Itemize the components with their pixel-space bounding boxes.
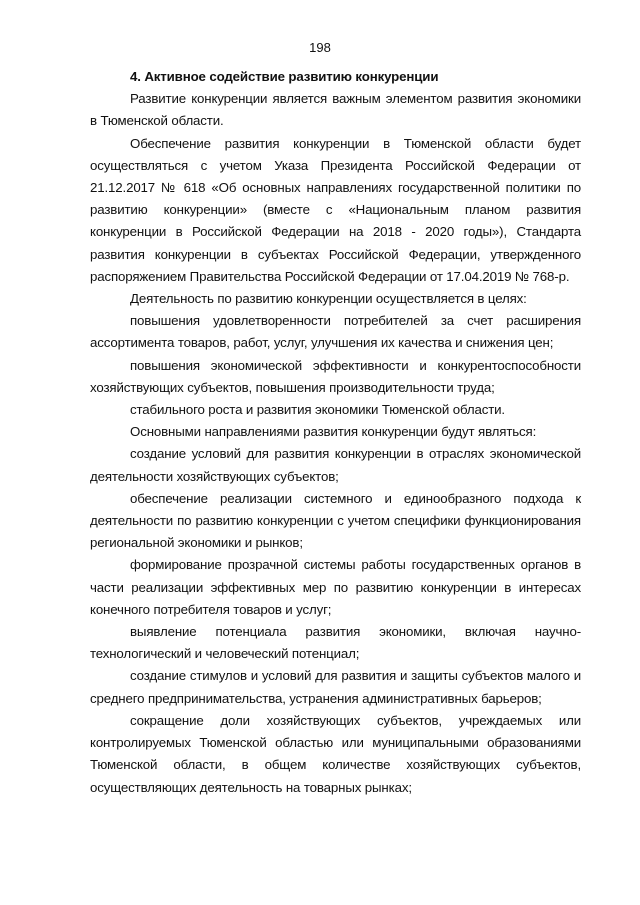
paragraph-goals-intro: Деятельность по развитию конкуренции осуществляется в целях: xyxy=(130,291,527,307)
paragraph-directions-intro: Основными направлениями развития конкуренции будут являться: xyxy=(130,424,537,440)
section-heading: 4. Активное содействие развитию конкуренции xyxy=(130,69,439,84)
paragraph-legal-basis: Обеспечение развития конкуренции в Тюменской области будет осуществляться с учетом Указа Президента Российской Федерации от 21.12.2017 № 618 «Об основных направлениях государственной политики по развитию конкуренции» (вместе с «Национальным планом развития конкуренции в Российской Федерации на 2018 - 2020 годы»), Стандарта развития конкуренции в субъектах Российской Федерации, утвержденного распоряжением Правительства Российской Федерации от 17.04.2019 № 768-р. xyxy=(90,135,581,284)
paragraph-intro: Развитие конкуренции является важным элементом развития экономики в Тюменской области. xyxy=(90,91,581,129)
paragraph-direction-systemic-approach: обеспечение реализации системного и единообразного подхода к деятельности по развитию конкуренции с учетом специфики функционирования региональной экономики и рынков; xyxy=(90,490,581,551)
paragraph-goal-growth: стабильного роста и развития экономики Тюменской области. xyxy=(130,402,505,418)
page-body xyxy=(90,66,581,799)
paragraph-goal-efficiency: повышения экономической эффективности и конкурентоспособности хозяйствующих субъектов, повышения производительности труда; xyxy=(90,357,581,395)
paragraph-direction-conditions: создание условий для развития конкуренции в отраслях экономической деятельности хозяйствующих субъектов; xyxy=(90,446,581,484)
paragraph-direction-transparency: формирование прозрачной системы работы государственных органов в части реализации эффективных мер по развитию конкуренции в интересах конечного потребителя товаров и услуг; xyxy=(90,557,581,617)
page-number: 198 xyxy=(309,40,331,55)
paragraph-direction-small-business: создание стимулов и условий для развития и защиты субъектов малого и среднего предпринимательства, устранения административных барьеров; xyxy=(90,668,581,706)
paragraph-direction-state-share: сокращение доли хозяйствующих субъектов, учреждаемых или контролируемых Тюменской областью или муниципальными образованиями Тюменской области, в общем количестве хозяйствующих субъектов, осуществляющих деятельность на товарных рынках; xyxy=(90,712,581,795)
paragraph-goal-consumer-satisfaction: повышения удовлетворенности потребителей за счет расширения ассортимента товаров, работ, услуг, улучшения их качества и снижения цен; xyxy=(90,313,581,351)
paragraph-direction-potential: выявление потенциала развития экономики, включая научно-технологический и человеческий потенциал; xyxy=(90,624,581,662)
